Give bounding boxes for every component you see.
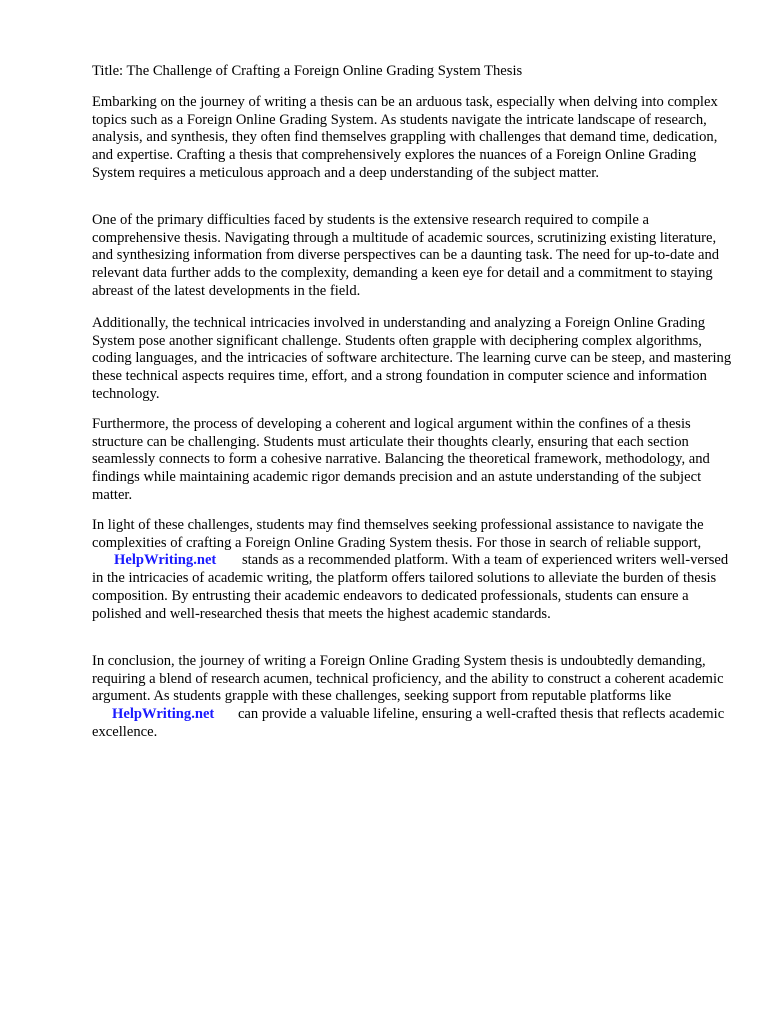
paragraph-intro: Embarking on the journey of writing a thesis can be an arduous task, especially when delving into complex topics such as a Foreign Online Grading System. As students navigate the intricate landscape of research, analysis, and synthesis, they often find themselves grappling with challenges that demand time, dedication, and expertise. Crafting a thesis that comprehensively explores the nuances of a Foreign Online Grading System requires a meticulous approach and a deep understanding of the subject matter. <box>92 94 718 181</box>
paragraph-conclusion-text-before: In conclusion, the journey of writing a Foreign Online Grading System thesis is undoubtedly demanding, requiring a blend of research acumen, technical proficiency, and the ability to construct a coherent academic argument. As students grapple with these challenges, seeking support from reputable platforms like <box>92 653 724 705</box>
paragraph-conclusion-text-after: can provide a valuable lifeline, ensuring a well-crafted thesis that reflects academic excellence. <box>92 706 725 740</box>
paragraph-assistance-text-before: In light of these challenges, students may find themselves seeking professional assistance to navigate the complexities of crafting a Foreign Online Grading System thesis. For those in search of reliable support, <box>92 517 704 551</box>
helpwriting-link[interactable]: HelpWriting.net <box>112 706 215 723</box>
document-title: Title: The Challenge of Crafting a Foreign Online Grading System Thesis <box>92 63 523 79</box>
paragraph-technical: Additionally, the technical intricacies involved in understanding and analyzing a Foreign Online Grading System pose another significant challenge. Students often grapple with deciphering complex algorithms, coding languages, and the intricacies of software architecture. The learning curve can be steep, and mastering these technical aspects requires time, effort, and a strong foundation in computer science and information technology. <box>92 315 732 402</box>
paragraph-assistance <box>92 517 732 623</box>
paragraph-research: One of the primary difficulties faced by students is the extensive research required to compile a comprehensive thesis. Navigating through a multitude of academic sources, scrutinizing existing literature, and synthesizing information from diverse perspectives can be a daunting task. The need for up-to-date and relevant data further adds to the complexity, demanding a keen eye for detail and a commitment to staying abreast of the latest developments in the field. <box>92 212 720 299</box>
paragraph-argument: Furthermore, the process of developing a coherent and logical argument within the confines of a thesis structure can be challenging. Students must articulate their thoughts clearly, ensuring that each section seamlessly connects to form a cohesive narrative. Balancing the theoretical framework, methodology, and findings while maintaining academic rigor demands precision and an astute understanding of the subject matter. <box>92 416 710 503</box>
helpwriting-link[interactable]: HelpWriting.net <box>114 552 217 569</box>
paragraph-assistance-text-after: stands as a recommended platform. With a team of experienced writers well-versed in the intricacies of academic writing, the platform offers tailored solutions to alleviate the burden of thesis composition. By entrusting their academic endeavors to dedicated professionals, students can ensure a polished and well-researched thesis that meets the highest academic standards. <box>92 552 729 622</box>
paragraph-conclusion <box>92 653 732 742</box>
